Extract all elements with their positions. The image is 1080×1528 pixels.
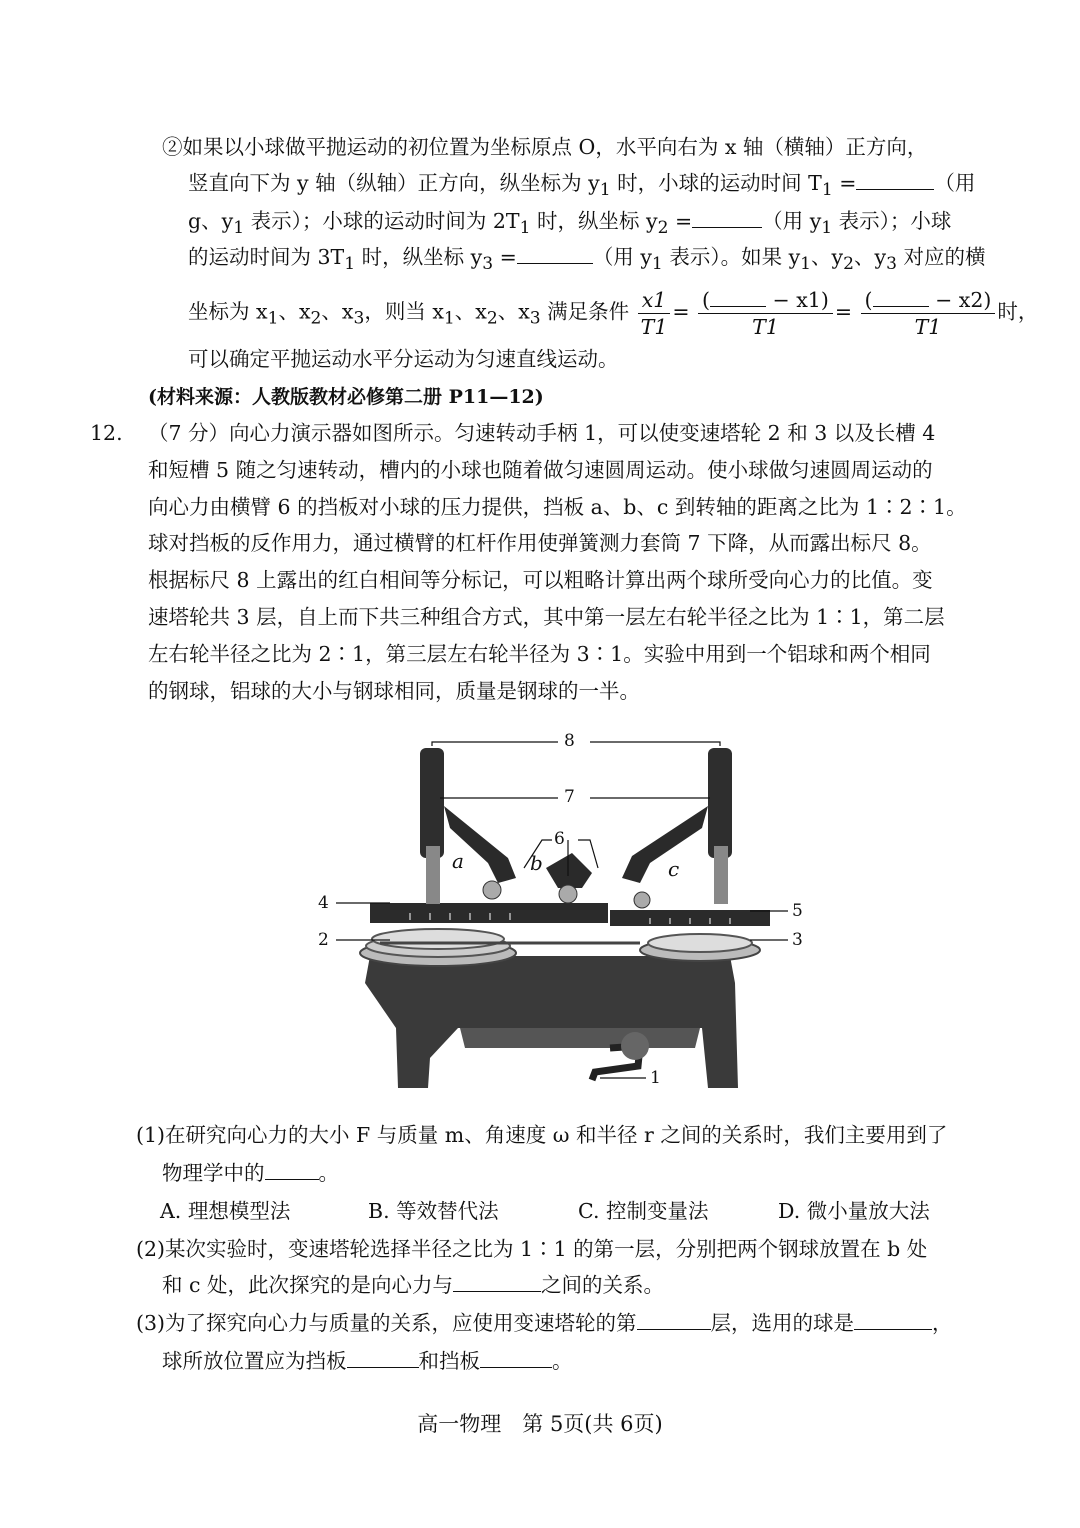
q12-line-4: 球对挡板的反作用力，通过横臂的杠杆作用使弹簧测力套筒 7 下降，从而露出标尺 8。 — [148, 531, 932, 555]
q11-line-3: g、$y_1$ 表示）；小球的运动时间为 $2T_1$ 时，纵坐标 $y_2$ = （用 $y_1$ 表示）；小球 — [188, 209, 952, 239]
ball-c — [634, 892, 650, 908]
answer-blank-t1[interactable] — [856, 169, 934, 190]
answer-blank-plate-1[interactable] — [347, 1347, 419, 1368]
label-7: 7 — [564, 787, 575, 807]
lever-arm-right — [622, 806, 708, 883]
label-5: 5 — [792, 901, 803, 921]
q12-sub2-line-2: 和 c 处，此次探究的是向心力与 之间的关系。 — [162, 1273, 665, 1297]
option-d[interactable]: D. 微小量放大法 — [778, 1199, 930, 1223]
q12-line-5: 根据标尺 8 上露出的红白相间等分标记，可以粗略计算出两个球所受向心力的比值。变 — [148, 568, 933, 592]
answer-blank-method[interactable] — [265, 1159, 319, 1180]
label-8: 8 — [564, 731, 575, 751]
apparatus-base — [365, 956, 738, 1088]
apparatus-drawing — [310, 728, 830, 1098]
answer-blank-frac2[interactable] — [710, 286, 766, 307]
ball-a — [483, 881, 501, 899]
answer-blank-y3[interactable] — [517, 243, 593, 264]
answer-blank-y2[interactable] — [692, 207, 762, 228]
q12-sub3-line-2: 球所放位置应为挡板 和挡板 。 — [162, 1349, 573, 1373]
q12-sub2-line-1: (2)某次实验时，变速塔轮选择半径之比为 1∶1 的第一层，分别把两个钢球放置在 b 处 — [136, 1237, 928, 1261]
label-3: 3 — [792, 930, 803, 950]
spring-sleeve-right — [708, 748, 732, 858]
q12-line-1: （7 分）向心力演示器如图所示。匀速转动手柄 1，可以使变速塔轮 2 和 3 以及长槽 4 — [148, 421, 936, 445]
fraction-2: $\frac{( - x1)}{T1}$ — [698, 286, 833, 340]
answer-blank-balls[interactable] — [854, 1309, 932, 1330]
leader-8-left — [432, 742, 558, 746]
label-b: b — [530, 851, 543, 875]
q11-line-6: 可以确定平抛运动水平分运动为匀速直线运动。 — [188, 347, 619, 371]
q11-line-5: 坐标为 $x_1$、$x_2$、$x_3$，则当 $x_1$、$x_2$、$x_3$ 满足条件 $\frac{x1}{T1}$ = $\frac{( - x1)}{T1}$ = $\frac{( - x2)}{T1}$ 时， — [188, 287, 1039, 339]
q12-sub3-line-1: (3)为了探究向心力与质量的关系，应使用变速塔轮的第 层，选用的球是 ， — [136, 1311, 953, 1335]
fraction-x1-over-t1: $\frac{x1}{T1}$ — [638, 287, 671, 340]
q12-line-2: 和短槽 5 随之匀速转动，槽内的小球也随着做匀速圆周运动。使小球做匀速圆周运动的 — [148, 458, 933, 482]
label-a: a — [452, 849, 464, 873]
q12-line-8: 的钢球，铝球的大小与钢球相同，质量是钢球的一半。 — [148, 679, 640, 703]
q12-line-3: 向心力由横臂 6 的挡板对小球的压力提供，挡板 a、b、c 到转轴的距离之比为 1∶2∶1。 — [148, 495, 967, 519]
q12-number: 12. — [90, 421, 123, 445]
q11-line-1: ②如果以小球做平抛运动的初位置为坐标原点 O，水平向右为 x 轴（横轴）正方向， — [162, 135, 928, 159]
q12-line-7: 左右轮半径之比为 2∶1，第三层左右轮半径为 3∶1。实验中用到一个铝球和两个相同 — [148, 642, 931, 666]
q12-line-6: 速塔轮共 3 层，自上而下共三种组合方式，其中第一层左右轮半径之比为 1∶1，第二层 — [148, 605, 945, 629]
page-footer: 高一物理 第 5页(共 6页) — [417, 1412, 663, 1436]
label-2: 2 — [318, 930, 329, 950]
answer-blank-layer[interactable] — [637, 1309, 711, 1330]
q11-line-4: 的运动时间为 $3T_1$ 时，纵坐标 $y_3$ = （用 $y_1$ 表示）。如果 $y_1$、$y_2$、$y_3$ 对应的横 — [188, 245, 986, 275]
scale-left — [426, 846, 440, 904]
answer-blank-plate-2[interactable] — [480, 1347, 552, 1368]
q11-line-2: 竖直向下为 y 轴（纵轴）正方向，纵坐标为 $y_1$ 时，小球的运动时间 $T_1$ = （用 — [188, 171, 976, 201]
lever-arm-middle — [546, 853, 592, 888]
option-b[interactable]: B. 等效替代法 — [368, 1199, 499, 1223]
scale-right — [714, 846, 728, 904]
answer-blank-relation[interactable] — [453, 1271, 541, 1292]
answer-blank-frac3[interactable] — [873, 286, 929, 307]
centripetal-force-apparatus-figure — [310, 728, 830, 1098]
option-c[interactable]: C. 控制变量法 — [578, 1199, 709, 1223]
spring-sleeve-left — [420, 748, 444, 858]
q12-sub1-line-2: 物理学中的 。 — [162, 1161, 339, 1185]
label-6: 6 — [554, 829, 565, 849]
label-4: 4 — [318, 893, 329, 913]
long-slot — [370, 903, 608, 923]
leader-8-right — [590, 742, 720, 746]
ball-b — [559, 885, 577, 903]
fraction-3: $\frac{( - x2)}{T1}$ — [861, 286, 996, 340]
label-c: c — [668, 857, 680, 881]
material-source: (材料来源：人教版教材必修第二册 P11—12) — [148, 386, 544, 408]
option-a[interactable]: A. 理想模型法 — [160, 1199, 291, 1223]
q12-sub1-line-1: (1)在研究向心力的大小 F 与质量 m、角速度 ω 和半径 r 之间的关系时，我们主要用到了 — [136, 1123, 948, 1147]
q12-options — [160, 1196, 930, 1226]
label-1: 1 — [650, 1068, 661, 1088]
